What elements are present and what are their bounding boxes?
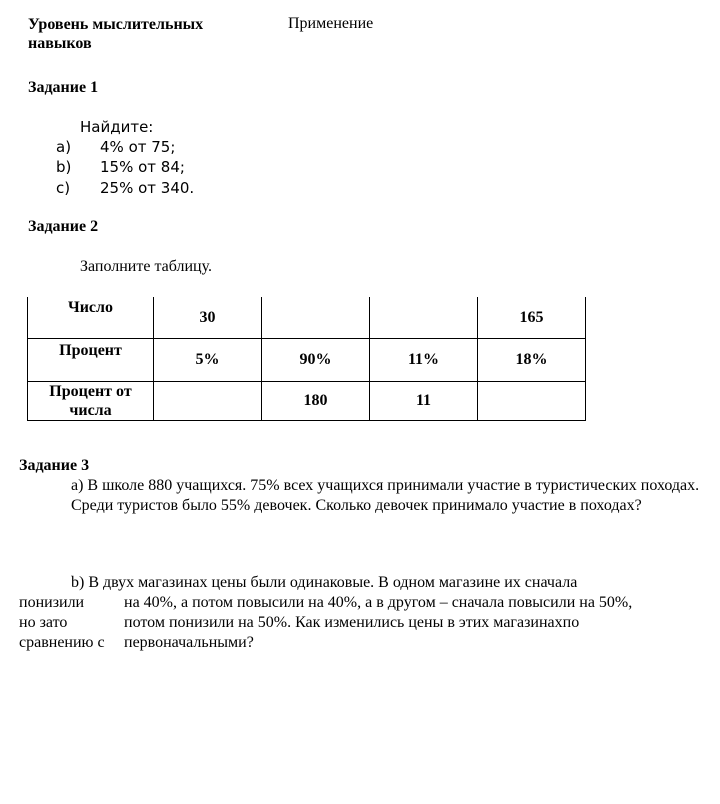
task3-part-b-right-line: на 40%, а потом повысили на 40%, а в другом – сначала повысили на 50%, [124, 594, 633, 611]
table-row-percent [28, 339, 586, 382]
table-cell: 18% [478, 339, 586, 382]
table-row-number [28, 297, 586, 339]
table-cell: 165 [478, 297, 586, 339]
task1-item-a [56, 138, 175, 156]
row-header-number: Число [28, 297, 154, 339]
row-header-line2: числа [69, 402, 112, 419]
task1-item-c [56, 179, 194, 197]
task3-part-b-left-line: сравнению с [19, 634, 105, 651]
table-cell: 11 [370, 382, 478, 421]
task2-title: Задание 2 [28, 218, 99, 235]
table-cell: 11% [370, 339, 478, 382]
table-cell [262, 297, 370, 339]
table-cell: 5% [154, 339, 262, 382]
task3-part-b-right-line: потом понизили на 50%. Как изменились цены в этих магазинахпо [124, 614, 580, 631]
task2-prompt: Заполните таблицу. [80, 258, 212, 275]
task3-part-b-left-line: но зато [19, 614, 68, 631]
list-item-text: 25% от 340. [100, 179, 195, 197]
skill-level-label-line2: навыков [28, 35, 92, 52]
task3-part-b-right-line: первоначальными? [124, 634, 254, 651]
list-marker: a) [56, 138, 72, 156]
task3-part-a: а) В школе 880 учащихся. 75% всех учащихся принимали участие в туристических походах. Среди туристов было 55% девочек. Сколько девочек принимало участие в походах? [71, 477, 700, 514]
table-cell [370, 297, 478, 339]
list-marker: b) [56, 158, 72, 176]
list-item-text: 4% от 75; [100, 138, 176, 156]
task1-title: Задание 1 [28, 79, 99, 96]
row-header-percent-of-number [28, 382, 154, 421]
skill-level-value: Применение [288, 15, 374, 32]
table-cell [154, 382, 262, 421]
table-cell: 180 [262, 382, 370, 421]
task1-item-b [56, 158, 185, 176]
skill-level-label [28, 15, 203, 53]
row-header-line1: Процент от [49, 383, 132, 400]
table-cell: 90% [262, 339, 370, 382]
table-cell: 30 [154, 297, 262, 339]
row-header-percent: Процент [28, 339, 154, 382]
task3-title: Задание 3 [19, 457, 90, 474]
list-marker: c) [56, 179, 71, 197]
task3-part-b-first-line: b) В двух магазинах цены были одинаковые. В одном магазине их сначала [71, 574, 578, 591]
skill-level-label-line1: Уровень мыслительных [28, 16, 204, 33]
list-item-text: 15% от 84; [100, 158, 185, 176]
task1-prompt: Найдите: [80, 118, 154, 136]
table-cell [478, 382, 586, 421]
table-row-percent-of-number [28, 382, 586, 421]
task3-part-b-left-line: понизили [19, 594, 85, 611]
percent-table [27, 297, 586, 421]
